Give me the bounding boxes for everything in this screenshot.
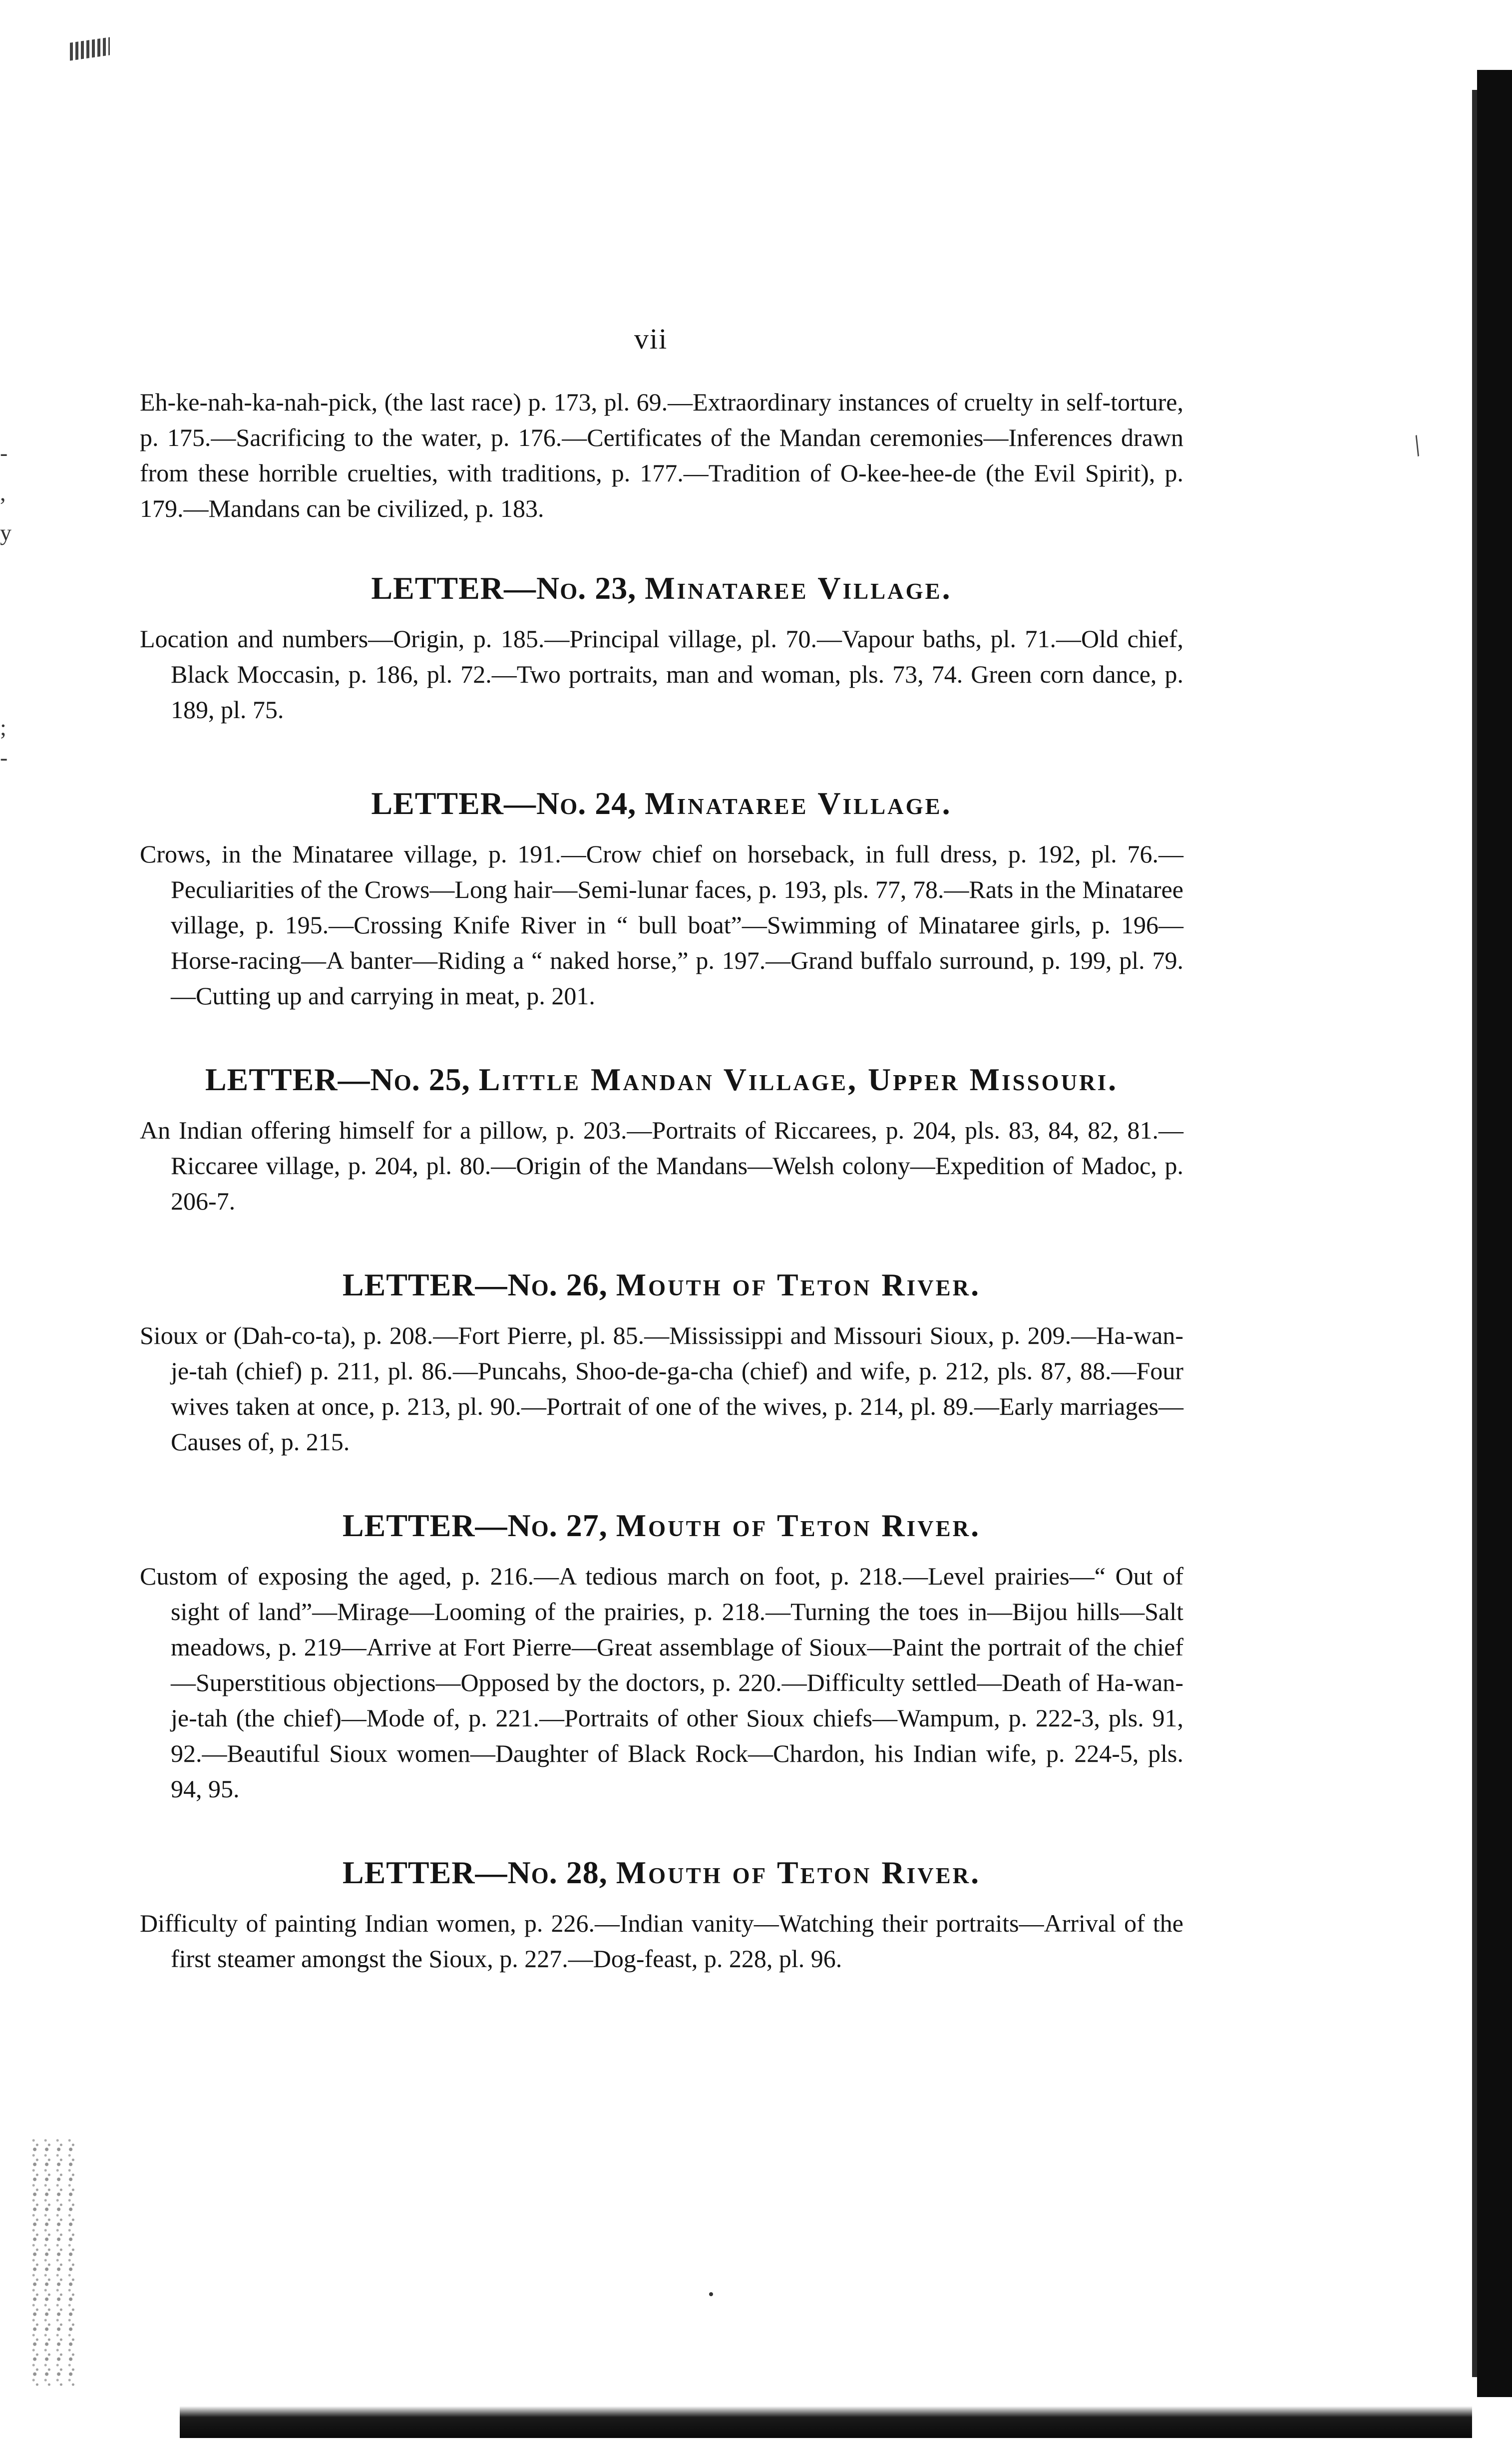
left-margin-bleed: - <box>0 745 8 770</box>
letter-number: LETTER—No. 26, <box>342 1267 608 1302</box>
letter-section <box>140 1510 1183 1807</box>
contents-body <box>140 385 1183 1977</box>
left-margin-bleed: , <box>0 480 6 505</box>
letter-heading <box>140 788 1183 819</box>
continuation-entry: Eh-ke-nah-ka-nah-pick, (the last race) p. 173, pl. 69.—Extraordinary instances of cruelty in self-torture, p. 175.—Sacrificing to the water, p. 176.—Certificates of the Mandan ceremonies—Inferences drawn from these horrible cruelties, with traditions, p. 177.—Tradition of O-kee-hee-de (the Evil Spirit), p. 179.—Mandans can be civilized, p. 183. <box>140 388 1183 522</box>
letter-entry: Crows, in the Minataree village, p. 191.—Crow chief on horseback, in full dress, p. 192, pl. 76.—Peculiarities of the Crows—Long hair—Semi-lunar faces, p. 193, pls. 77, 78.—Rats in the Minataree village, p. 195.—Crossing Knife River in “ bull boat”—Swimming of Minataree girls, p. 196—Horse-racing—A banter—Riding a “ naked horse,” p. 197.—Grand buffalo surround, p. 199, pl. 79.—Cutting up and carrying in meat, p. 201. <box>140 840 1183 1010</box>
letter-number: LETTER—No. 24, <box>371 786 637 821</box>
letter-section <box>140 1857 1183 1977</box>
letter-number: LETTER—No. 27, <box>342 1508 608 1543</box>
margin-mark: / <box>1406 428 1428 462</box>
letter-section <box>140 1064 1183 1219</box>
letter-place: Little Mandan Village, Upper Missouri. <box>478 1062 1119 1097</box>
letter-place: Minataree Village. <box>645 786 952 821</box>
letter-place: Mouth of Teton River. <box>616 1267 981 1302</box>
scan-corner-mark <box>70 37 110 60</box>
page-bottom-edge <box>180 2406 1472 2438</box>
letter-heading <box>140 1510 1183 1542</box>
letter-heading <box>140 1857 1183 1889</box>
letter-number: LETTER—No. 28, <box>342 1855 608 1890</box>
page-number: vii <box>634 323 668 355</box>
letter-heading <box>140 1064 1183 1096</box>
letter-entry: Sioux or (Dah-co-ta), p. 208.—Fort Pierre, pl. 85.—Mississippi and Missouri Sioux, p. 209.—Ha-wan-je-tah (chief) p. 211, pl. 86.—Puncahs, Shoo-de-ga-cha (chief) and wife, p. 212, pls. 87, 88.—Four wives taken at once, p. 213, pl. 90.—Portrait of one of the wives, p. 214, pl. 89.—Early marriages—Causes of, p. 215. <box>140 1321 1183 1456</box>
scan-speck <box>709 2292 713 2296</box>
page-edge <box>1477 70 1512 2397</box>
left-margin-bleed: - <box>0 440 8 465</box>
letter-number: LETTER—No. 23, <box>371 570 637 606</box>
letter-entry: Difficulty of painting Indian women, p. 226.—Indian vanity—Watching their portraits—Arrival of the first steamer amongst the Sioux, p. 227.—Dog-feast, p. 228, pl. 96. <box>140 1909 1183 1973</box>
letter-number: LETTER—No. 25, <box>205 1062 470 1097</box>
letter-section <box>140 788 1183 1014</box>
letter-section <box>140 572 1183 728</box>
letter-place: Mouth of Teton River. <box>616 1855 981 1890</box>
letter-place: Mouth of Teton River. <box>616 1508 981 1543</box>
letter-entry: Location and numbers—Origin, p. 185.—Principal village, pl. 70.—Vapour baths, pl. 71.—Old chief, Black Moccasin, p. 186, pl. 72.—Two portraits, man and woman, pls. 73, 74. Green corn dance, p. 189, pl. 75. <box>140 625 1183 724</box>
letter-entry: Custom of exposing the aged, p. 216.—A tedious march on foot, p. 218.—Level prairies—“ Out of sight of land”—Mirage—Looming of the prairies, p. 218.—Turning the toes in—Bijou hills—Salt meadows, p. 219—Arrive at Fort Pierre—Great assemblage of Sioux—Paint the portrait of the chief—Superstitious objections—Opposed by the doctors, p. 220.—Difficulty settled—Death of Ha-wan-je-tah (the chief)—Mode of, p. 221.—Portraits of other Sioux chiefs—Wampum, p. 222-3, pls. 91, 92.—Beautiful Sioux women—Daughter of Black Rock—Chardon, his Indian wife, p. 224-5, pls. 94, 95. <box>140 1562 1183 1803</box>
letter-place: Minataree Village. <box>645 570 952 606</box>
left-margin-bleed: ; <box>0 715 6 740</box>
left-margin-bleed: y <box>0 520 11 545</box>
letter-heading <box>140 1269 1183 1301</box>
page-edge-shadow <box>1472 90 1477 2377</box>
letter-entry: An Indian offering himself for a pillow, p. 203.—Portraits of Riccarees, p. 204, pls. 83, 84, 82, 81.—Riccaree village, p. 204, pl. 80.—Origin of the Mandans—Welsh colony—Expedition of Madoc, p. 206-7. <box>140 1116 1183 1215</box>
letter-heading <box>140 572 1183 604</box>
scan-speckle <box>30 2137 80 2387</box>
letter-section <box>140 1269 1183 1460</box>
